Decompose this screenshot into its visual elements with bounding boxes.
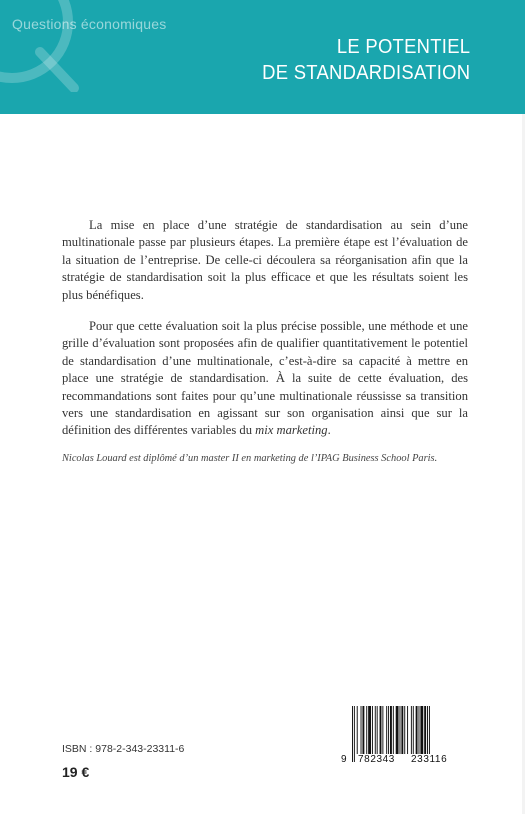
blurb-emphasis: mix marketing [255,423,328,438]
book-title [262,34,470,86]
price: 19 € [62,764,90,780]
series-name: Questions économiques [12,16,167,32]
blurb-paragraph-2-end: . [327,423,331,438]
q-letter-icon [0,0,82,92]
blurb-paragraph-1: La mise en place d’une stratégie de standardisation au sein d’une multinationale passe par plusieurs étapes. La première étape est l’évaluation de la situation de l’entreprise. De celle-ci découlera sa réorganisation afin que la stratégie de standardisation soit la plus efficace et que les résultats soient les plus bénéfiques. [62,218,468,302]
cover-banner [0,0,525,114]
barcode-digits-right: 233116 [411,754,448,765]
barcode-digits [340,754,465,768]
book-title-line-1: LE POTENTIEL [336,35,470,58]
barcode-digit-first: 9 [341,754,348,765]
barcode-digits-left: 782343 [358,754,395,765]
blurb-paragraph-2 [62,318,468,440]
back-cover-blurb [62,217,468,440]
book-title-line-2: DE STANDARDISATION [261,61,470,84]
isbn: ISBN : 978-2-343-23311-6 [62,743,185,755]
author-note: Nicolas Louard est diplômé d’un master II en marketing de l’IPAG Business School Paris. [62,453,438,464]
blurb-paragraph-2-text: Pour que cette évaluation soit la plus précise possible, une méthode et une grille d’évaluation sont proposées afin de qualifier quantitativement le potentiel de standardisation d’une multinationale, c’est-à-dire sa capacité à mettre en place une stratégie de standardisation. À la suite de cette évaluation, des recommandations sont faites pour qu’une multinationale réussisse sa transition vers une standardisation en agissant sur son organisation ainsi que sur la définition des différentes variables du [62,319,468,438]
